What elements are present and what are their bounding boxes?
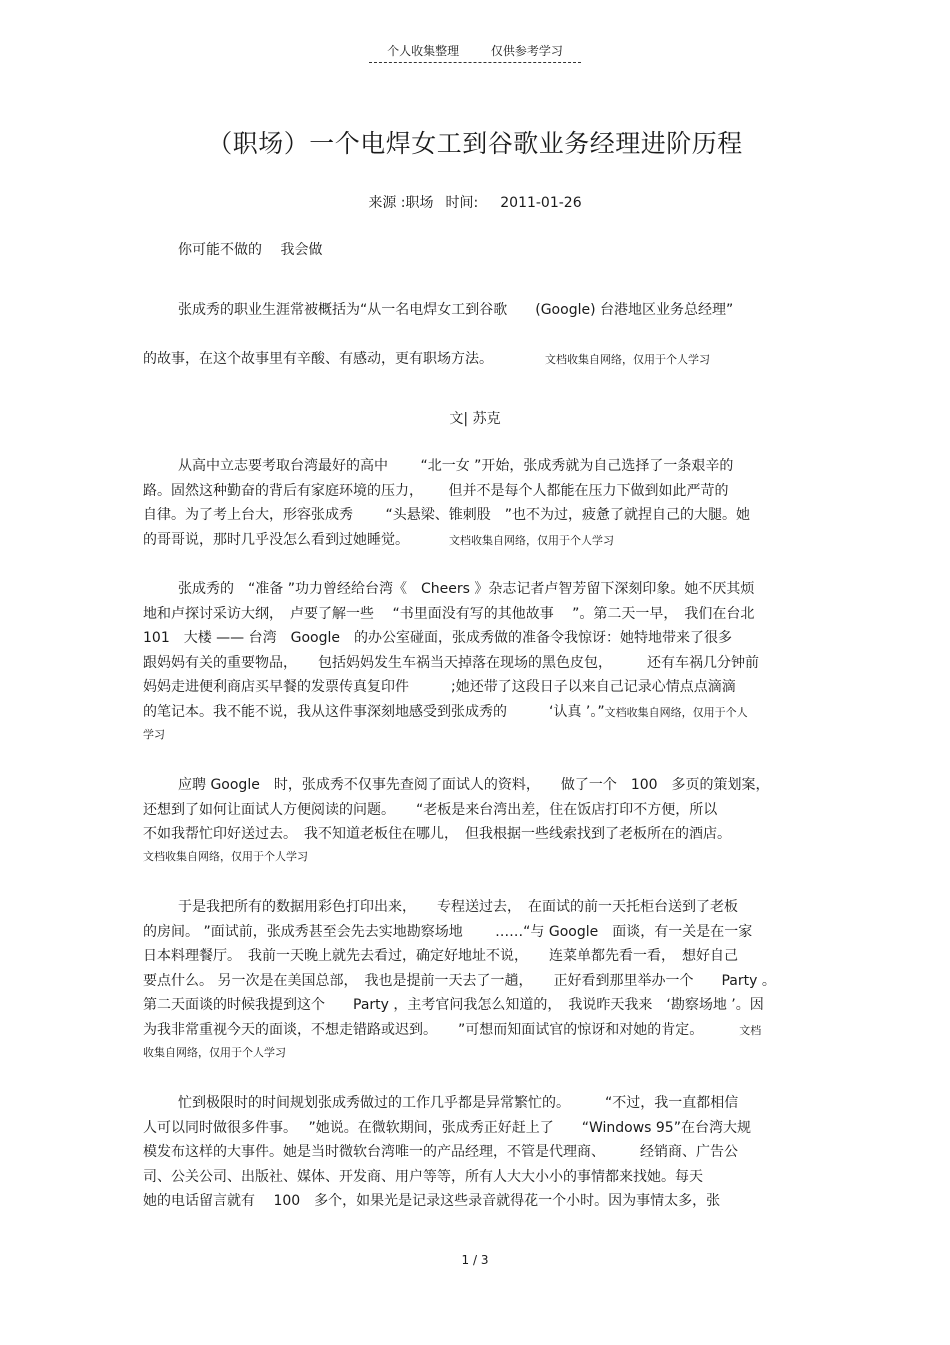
p3-note-b: 学习 [143,728,165,741]
p4-line2: 还想到了如何让面试人方便阅读的问题。 “老板是来台湾出差，住在饭店打印不方便，所以 [143,801,718,818]
p5-line2: 的房间。 ”面试前，张成秀甚至会先去实地勘察场地 ……“与 Google 面谈，有一关是在一家 [143,923,753,940]
p5-note-b: 收集自网络，仅用于个人学习 [143,1046,286,1059]
time-label: 时间: [445,195,479,211]
page-header [0,40,950,63]
p2-line4-wrap [143,528,807,554]
p6-line4: 司、公关公司、出版社、媒体、开发商、用户等等，所有人大大小小的事情都来找她。每天 [143,1168,703,1185]
p1-line2-wrap [143,347,807,373]
p5-line6-wrap [143,1018,807,1044]
paragraph-4 [143,773,807,867]
byline: 文| 苏克 [449,411,501,427]
subtitle-block [143,238,807,263]
document-title: （职场）一个电焊女工到谷歌业务经理进阶历程 [207,129,743,158]
subtitle: 你可能不做的 我会做 [178,242,323,258]
p6-line5: 她的电话留言就有 100 多个，如果光是记录这些录音就得花一个小时。因为事情太多，张 [143,1193,721,1209]
header-bar [369,42,581,63]
p3-line3: 101 大楼 —— 台湾 Google 的办公室碰面，张成秀做的准备令我惊讶：她特地带来了很多 [143,630,732,646]
p6-line2: 人可以同时做很多件事。 ”她说。在微软期间，张成秀正好赶上了 “Windows 95”在台湾大规 [143,1119,751,1136]
p5-line6: 为我非常重视今天的面谈，不想走错路或迟到。 ”可想而知面试官的惊讶和对她的肯定。 [143,1021,704,1038]
paragraph-5 [143,895,807,1063]
p5-line4: 要点什么。 另一次是在美国总部， 我也是提前一天去了一趟， 正好看到那里举办一个 Party 。 [143,972,776,989]
header-left: 个人收集整理 [387,44,460,58]
p1-note: 文档收集自网络，仅用于个人学习 [545,353,710,366]
source-label: 来源 :职场 [368,195,434,211]
p5-line5: 第二天面谈的时候我提到这个 Party ，主考官问我怎么知道的， 我说昨天我来 ‘勘察场地 ’。因 [143,997,764,1013]
p3-line1: 张成秀的 “准备 ”功力曾经给台湾《 Cheers 》杂志记者卢智芳留下深刻印象。她不厌其烦 [178,581,755,597]
p5-line1: 于是我把所有的数据用彩色打印出来， 专程送过去， 在面试的前一天托柜台送到了老板 [178,899,738,915]
p1-line2: 的故事，在这个故事里有辛酸、有感动，更有职场方法。 [143,351,493,367]
p2-line3: 自律。为了考上台大，形容张成秀 “头悬梁、锥刺股 ”也不为过，疲惫了就捏自己的大腿。她 [143,507,750,523]
page-number: 1 / 3 [461,1253,489,1267]
p5-line3: 日本料理餐厅。 我前一天晚上就先去看过，确定好地址不说， 连菜单都先看一看， 想好自己 [143,948,738,964]
p5-note-a: 文档 [739,1023,762,1037]
paragraph-6 [143,1091,807,1214]
source-line [0,192,950,212]
p6-line1: 忙到极限时的时间规划张成秀做过的工作几乎都是异常繁忙的。 “不过，我一直都相信 [178,1095,739,1111]
paragraph-2 [143,454,807,553]
p4-line3: 不如我帮忙印好送过去。 我不知道老板住在哪儿， 但我根据一些线索找到了老板所在的酒店。 [143,826,731,842]
p4-line1: 应聘 Google 时，张成秀不仅事先查阅了面试人的资料， 做了一个 100 多页的策划案， [178,777,770,793]
p3-line4: 跟妈妈有关的重要物品， 包括妈妈发生车祸当天掉落在现场的黑色皮包， 还有车祸几分钟前 [143,654,759,671]
p1-line1: 张成秀的职业生涯常被概括为“从一名电焊女工到谷歌 (Google) 台港地区业务总经理” [178,302,734,318]
date: 2011-01-26 [500,195,582,211]
p2-line4: 的哥哥说，那时几乎没怎么看到过她睡觉。 [143,531,409,548]
p3-note-a: 文档收集自网络，仅用于个人 [604,705,748,719]
p2-line2: 路。固然这种勤奋的背后有家庭环境的压力， 但并不是每个人都能在压力下做到如此严苛的 [143,482,729,499]
p6-line3: 模发布这样的大事件。她是当时微软台湾唯一的产品经理，不管是代理商、 经销商、广告公 [143,1144,738,1160]
header-right: 仅供参考学习 [490,44,563,58]
p2-line1: 从高中立志要考取台湾最好的高中 “北一女 ”开始，张成秀就为自己选择了一条艰辛的 [178,458,734,474]
p2-note: 文档收集自网络，仅用于个人学习 [449,533,614,547]
p3-line6: 的笔记本。我不能不说，我从这件事深刻地感受到张成秀的 ‘认真 ’。” [143,703,605,720]
paragraph-1-cont [143,347,807,373]
paragraph-1 [143,298,807,323]
p3-line5: 妈妈走进便利商店买早餐的发票传真复印件 ;她还带了这段日子以来自己记录心情点点滴滴 [143,679,736,695]
paragraph-3 [143,577,807,745]
p3-line2: 地和卢探讨采访大纲， 卢要了解一些 “书里面没有写的其他故事 ”。第二天一早， 我们在台北 [143,605,755,622]
p4-note: 文档收集自网络，仅用于个人学习 [143,849,308,863]
p3-line6-wrap [143,700,807,726]
